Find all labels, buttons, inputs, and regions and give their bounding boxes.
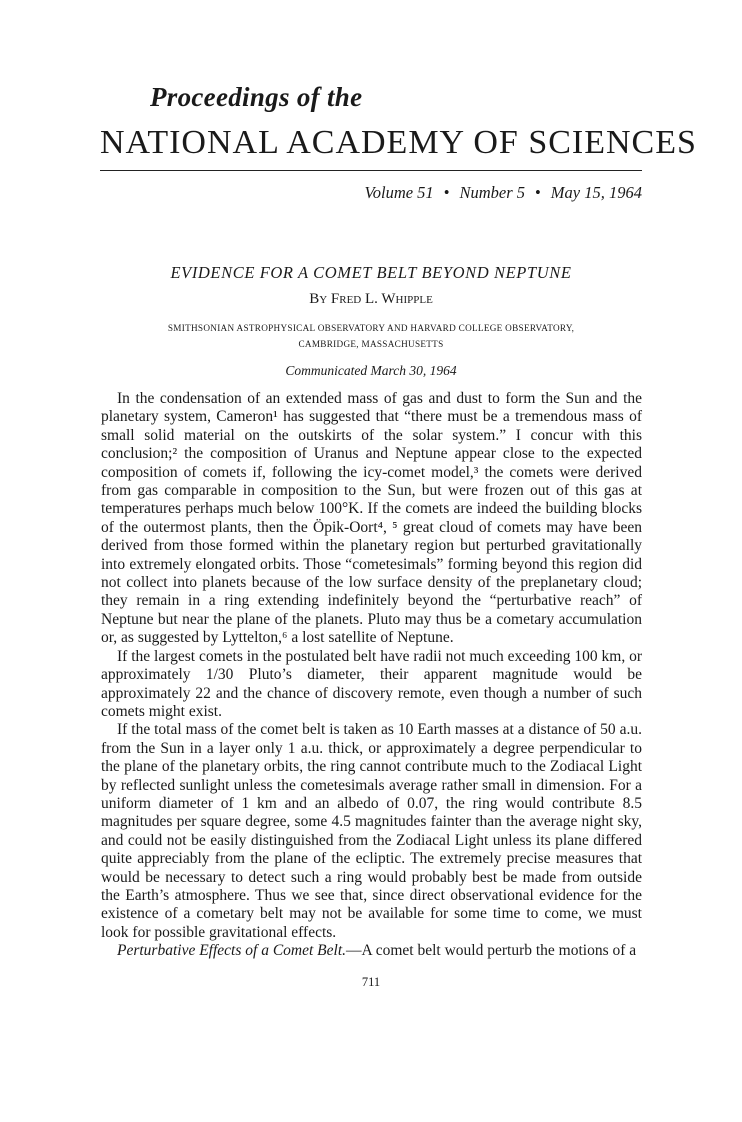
- paragraph: In the condensation of an extended mass of gas and dust to form the Sun and the planetary system, Cameron¹ has suggested that “there must be a tremendous mass of small solid material on the outskirts of the solar system.” I concur with this conclusion;² the composition of Uranus and Neptune appear close to the expected composition of comets if, following the icy-comet model,³ the comets were derived from gas comparable in composition to the Sun, but were frozen out of this gas at temperatures perhaps much below 100°K. If the comets are indeed the building blocks of the outermost plants, then the Öpik-Oort⁴, ⁵ great cloud of comets may have been derived from those formed within the planetary region but perturbed gravitationally into extremely elongated orbits. Those “cometesimals” forming beyond this region did not collect into planets because of the low surface density of the preplanetary cloud; they remain in a ring extending indefinitely beyond the “perturbative reach” of Neptune but near the plane of the planets. Pluto may thus be a cometary accumulation or, as suggested by Lyttelton,⁶ a lost satellite of Neptune.: [101, 390, 642, 647]
- author-name: By Fred L. Whipple: [309, 291, 433, 307]
- paragraph: [101, 942, 642, 960]
- article-body: [101, 390, 642, 961]
- separator-dot: •: [535, 183, 541, 202]
- paragraph-text: —A comet belt would perturb the motions of a: [346, 942, 637, 960]
- separator-dot: •: [443, 183, 450, 202]
- issue-line: [364, 183, 642, 203]
- section-run-in-heading: Perturbative Effects of a Comet Belt.: [117, 942, 347, 960]
- author-byline: [0, 291, 742, 308]
- affiliation: [0, 320, 742, 352]
- paragraph: If the total mass of the comet belt is taken as 10 Earth masses at a distance of 50 a.u. from the Sun in a layer only 1 a.u. thick, or approximately a degree perpendicular to the plane of the planetary orbits, the ring cannot contribute much to the Zodiacal Light by reflected sunlight unless the cometesimals average rather small in dimension. For a uniform diameter of 1 km and an albedo of 0.07, the ring would contribute 8.5 magnitudes per square degree, some 4.5 magnitudes fainter than the average night sky, and could not be easily distinguished from the Zodiacal Light unless its plane differed quite appreciably from the plane of the ecliptic. The extremely precise measures that would be necessary to detect such a ring would probably best be made from outside the Earth’s atmosphere. Thus we see that, since direct observational evidence for the existence of a cometary belt may not be available for some time to come, we must look for possible gravitational effects.: [101, 721, 642, 941]
- affiliation-line: CAMBRIDGE, MASSACHUSETTS: [298, 339, 444, 349]
- page-number: 711: [361, 975, 381, 989]
- affiliation-line: SMITHSONIAN ASTROPHYSICAL OBSERVATORY AND HARVARD COLLEGE OBSERVATORY,: [167, 323, 575, 333]
- issue-date: May 15, 1964: [550, 183, 642, 202]
- journal-series-title: Proceedings of the: [150, 82, 363, 112]
- article-title: EVIDENCE FOR A COMET BELT BEYOND NEPTUNE: [170, 263, 572, 282]
- issue-number: Number 5: [459, 183, 526, 202]
- header-rule: [100, 170, 642, 171]
- communicated-date: Communicated March 30, 1964: [285, 363, 457, 378]
- volume: Volume 51: [364, 183, 434, 202]
- journal-name: NATIONAL ACADEMY OF SCIENCES: [100, 124, 697, 161]
- paragraph: If the largest comets in the postulated belt have radii not much exceeding 100 km, or approximately 1/30 Pluto’s diameter, their apparent magnitude would be approximately 22 and the chance of discovery remote, even though a number of such comets might exist.: [101, 647, 642, 720]
